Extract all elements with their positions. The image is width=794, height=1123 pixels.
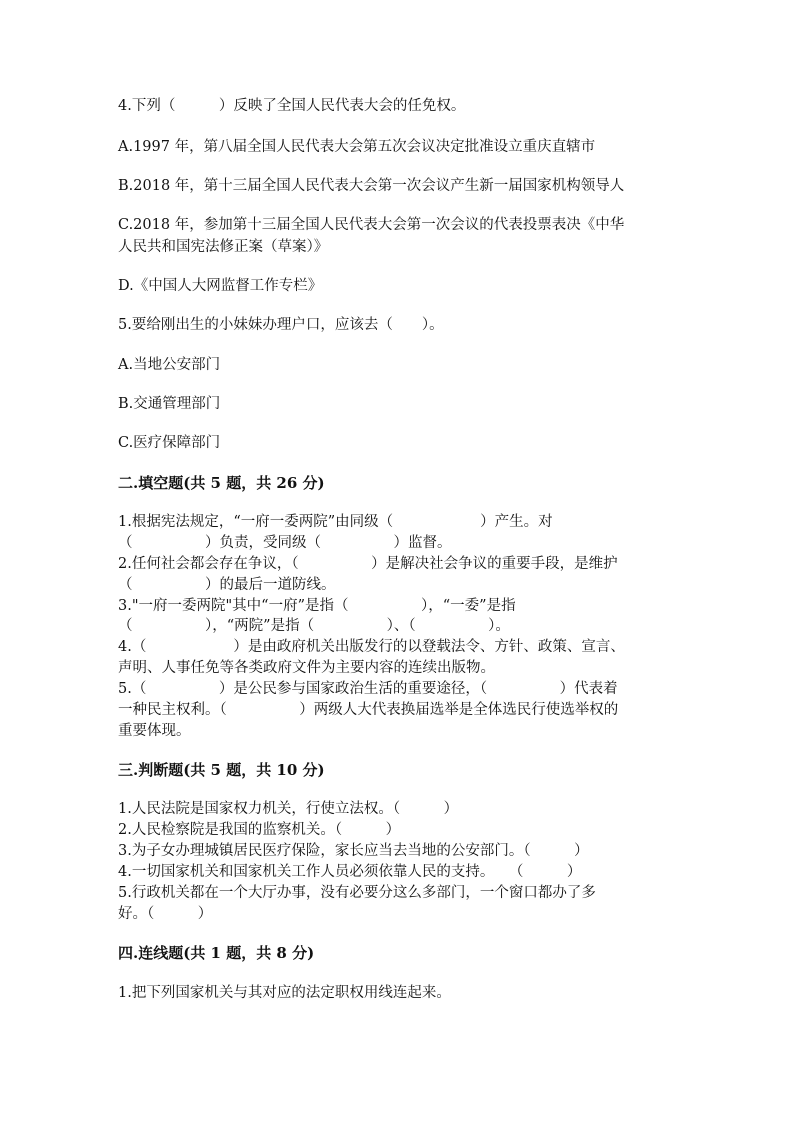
fill-line: 5.（ ）是公民参与国家政治生活的重要途径，（ ）代表着 bbox=[118, 681, 618, 697]
judge-line: 5.行政机关都在一个大厅办事，没有必要分这么多部门，一个窗口都办了多 bbox=[118, 885, 596, 901]
judge-line: 3.为子女办理城镇居民医疗保险，家长应当去当地的公安部门。（ ） bbox=[118, 843, 589, 859]
q4-option-d: D.《中国人大网监督工作专栏》 bbox=[118, 278, 323, 294]
judge-line: 4.一切国家机关和国家机关工作人员必须依靠人民的支持。 （ ） bbox=[118, 864, 582, 880]
match-line: 1.把下列国家机关与其对应的法定职权用线连起来。 bbox=[118, 985, 451, 1001]
q4-option-a: A.1997 年，第八届全国人民代表大会第五次会议决定批准设立重庆直辖市 bbox=[118, 139, 596, 155]
fill-line: 1.根据宪法规定，“一府一委两院”由同级（ ）产生。对 bbox=[118, 514, 553, 530]
fill-line: 声明、人事任免等各类政府文件为主要内容的连续出版物。 bbox=[118, 660, 495, 676]
fill-line: 一种民主权利。（ ）两级人大代表换届选举是全体选民行使选举权的 bbox=[118, 702, 619, 718]
fill-line: （ ），“两院”是指（ ）、（ ）。 bbox=[118, 618, 510, 634]
fill-line: （ ）的最后一道防线。 bbox=[118, 577, 336, 593]
judge-line: 1.人民法院是国家权力机关，行使立法权。（ ） bbox=[118, 801, 459, 817]
judge-line: 2.人民检察院是我国的监察机关。（ ） bbox=[118, 822, 401, 838]
q4-option-c-line1: C.2018 年，参加第十三届全国人民代表大会第一次会议的代表投票表决《中华 bbox=[118, 217, 625, 233]
section-match-heading: 四.连线题(共 1 题，共 8 分) bbox=[118, 944, 315, 962]
q4-option-b: B.2018 年，第十三届全国人民代表大会第一次会议产生新一届国家机构领导人 bbox=[118, 178, 625, 194]
section-judge-heading: 三.判断题(共 5 题，共 10 分) bbox=[118, 761, 325, 779]
q5-stem: 5.要给刚出生的小妹妹办理户口，应该去（ ）。 bbox=[118, 317, 444, 333]
judge-line: 好。（ ） bbox=[118, 906, 213, 922]
q5-option-a: A.当地公安部门 bbox=[118, 357, 221, 373]
section-fill-heading: 二.填空题(共 5 题，共 26 分) bbox=[118, 474, 325, 492]
fill-line: （ ）负责，受同级（ ）监督。 bbox=[118, 535, 452, 551]
fill-line: 2.任何社会都会存在争议，（ ）是解决社会争议的重要手段，是维护 bbox=[118, 556, 618, 572]
fill-line: 重要体现。 bbox=[118, 723, 191, 739]
q4-stem: 4.下列（ ）反映了全国人民代表大会的任免权。 bbox=[118, 98, 466, 114]
q5-option-c: C.医疗保障部门 bbox=[118, 435, 221, 451]
q4-option-c-line2: 人民共和国宪法修正案（草案）》 bbox=[118, 239, 329, 255]
fill-line: 3."一府一委两院"其中“一府”是指（ ），“一委”是指 bbox=[118, 598, 516, 614]
fill-line: 4.（ ）是由政府机关出版发行的以登载法令、方针、政策、宣言、 bbox=[118, 639, 625, 655]
q5-option-b: B.交通管理部门 bbox=[118, 396, 221, 412]
